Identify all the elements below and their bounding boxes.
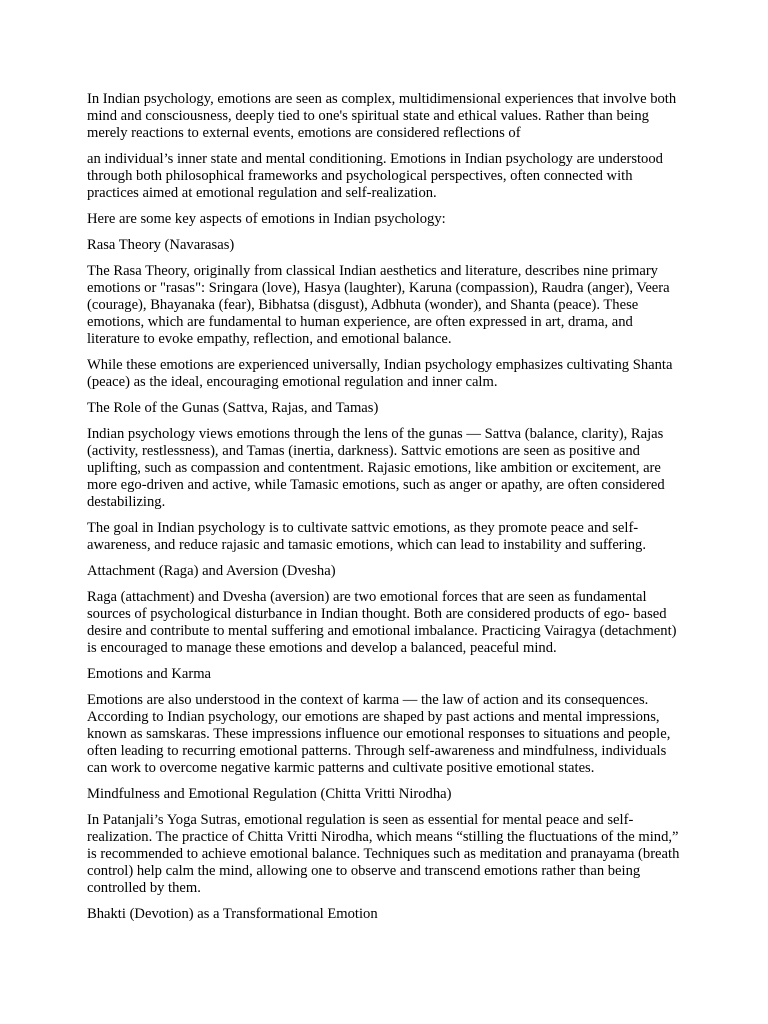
document-page [87,91,687,932]
section-heading-rasa-theory: Rasa Theory (Navarasas) [87,237,235,253]
paragraph-mindfulness: In Patanjali’s Yoga Sutras, emotional regulation is seen as essential for mental peace and self-realization. The practice of Chitta Vritti Nirodha, which means “stilling the fluctuations of the mind,” is recommended to achieve emotional balance. Techniques such as meditation and pranayama (breath control) help calm the mind, allowing one to observe and transcend emotions rather than being controlled by them. [87,812,680,896]
paragraph-attachment: Raga (attachment) and Dvesha (aversion) are two emotional forces that are seen as fundamental sources of psychological disturbance in Indian thought. Both are considered products of ego- based desire and contribute to mental suffering and emotional imbalance. Practicing Vairagya (detachment) is encouraged to manage these emotions and develop a balanced, peaceful mind. [87,589,677,656]
section-heading-bhakti: Bhakti (Devotion) as a Transformational Emotion [87,906,378,922]
paragraph-karma: Emotions are also understood in the context of karma — the law of action and its consequences. According to Indian psychology, our emotions are shaped by past actions and mental impressions, known as samskaras. These impressions influence our emotional responses to situations and people, often leading to recurring emotional patterns. Through self-awareness and mindfulness, individuals can work to overcome negative karmic patterns and cultivate positive emotional states. [87,692,671,776]
section-heading-attachment: Attachment (Raga) and Aversion (Dvesha) [87,563,336,579]
paragraph-intro-1: In Indian psychology, emotions are seen as complex, multidimensional experiences that involve both mind and consciousness, deeply tied to one's spiritual state and ethical values. Rather than being merely reactions to external events, emotions are considered reflections of [87,91,677,141]
section-heading-karma: Emotions and Karma [87,666,212,682]
paragraph-key-aspects: Here are some key aspects of emotions in Indian psychology: [87,211,446,227]
paragraph-shanta: While these emotions are experienced universally, Indian psychology emphasizes cultivating Shanta (peace) as the ideal, encouraging emotional regulation and inner calm. [87,357,673,390]
paragraph-intro-2: an individual’s inner state and mental conditioning. Emotions in Indian psychology are understood through both philosophical frameworks and psychological perspectives, often connected with practices aimed at emotional regulation and self-realization. [87,151,663,201]
paragraph-rasa-theory: The Rasa Theory, originally from classical Indian aesthetics and literature, describes nine primary emotions or "rasas": Sringara (love), Hasya (laughter), Karuna (compassion), Raudra (anger), Veera (courage), Bhayanaka (fear), Bibhatsa (disgust), Adbhuta (wonder), and Shanta (peace). These emotions, which are fundamental to human experience, are often expressed in art, drama, and literature to evoke empathy, reflection, and emotional balance. [87,263,670,347]
section-heading-gunas: The Role of the Gunas (Sattva, Rajas, and Tamas) [87,400,379,416]
paragraph-gunas: Indian psychology views emotions through the lens of the gunas — Sattva (balance, clarity), Rajas (activity, restlessness), and Tamas (inertia, darkness). Sattvic emotions are seen as positive and uplifting, such as compassion and contentment. Rajasic emotions, like ambition or excitement, are more ego-driven and active, while Tamasic emotions, such as anger or apathy, are often considered destabilizing. [87,426,665,510]
paragraph-sattvic-goal: The goal in Indian psychology is to cultivate sattvic emotions, as they promote peace and self-awareness, and reduce rajasic and tamasic emotions, which can lead to instability and suffering. [87,520,646,553]
section-heading-mindfulness: Mindfulness and Emotional Regulation (Chitta Vritti Nirodha) [87,786,452,802]
